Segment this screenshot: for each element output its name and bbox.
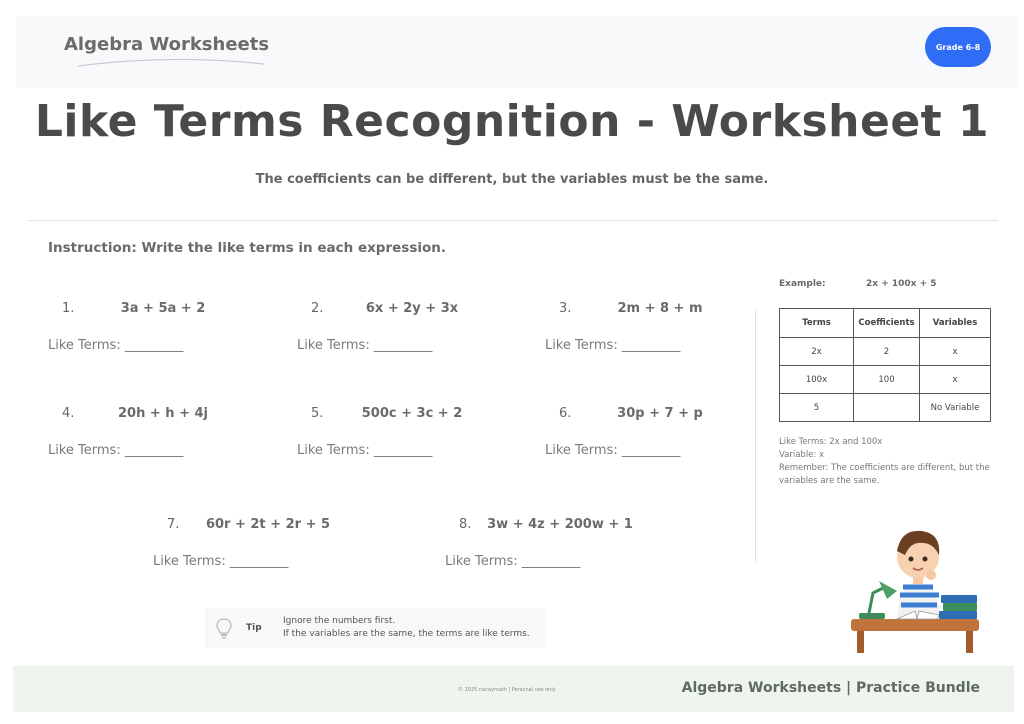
table-row bbox=[780, 394, 991, 422]
table-cell: 5 bbox=[780, 394, 854, 422]
like-terms-answer[interactable]: Like Terms: _________ bbox=[153, 554, 289, 569]
notes-like-terms: Like Terms: 2x and 100x bbox=[779, 437, 883, 447]
table-cell bbox=[854, 394, 920, 422]
table-header-terms: Terms bbox=[780, 309, 854, 338]
example-table bbox=[779, 308, 991, 422]
problem-number: 2. bbox=[311, 301, 324, 316]
like-terms-answer[interactable]: Like Terms: _________ bbox=[445, 554, 581, 569]
table-cell: 100x bbox=[780, 366, 854, 394]
page-subtitle: The coefficients can be different, but the variables must be the same. bbox=[255, 172, 769, 187]
boy-studying-illustration bbox=[845, 515, 985, 655]
problem-expression: 3w + 4z + 200w + 1 bbox=[487, 517, 633, 532]
footer-brand: Algebra Worksheets | Practice Bundle bbox=[681, 680, 980, 696]
footer-bar bbox=[13, 666, 1014, 712]
problem-expression: 60r + 2t + 2r + 5 bbox=[205, 517, 331, 532]
page-title: Like Terms Recognition - Worksheet 1 bbox=[34, 96, 990, 147]
tip-line-2: If the variables are the same, the terms are like terms. bbox=[283, 629, 530, 639]
table-cell: x bbox=[920, 338, 991, 366]
problem-expression: 30p + 7 + p bbox=[617, 406, 703, 421]
problem-expression: 500c + 3c + 2 bbox=[361, 406, 463, 421]
problem-expression: 20h + h + 4j bbox=[118, 406, 208, 421]
problem-expression: 3a + 5a + 2 bbox=[120, 301, 206, 316]
table-cell: 100 bbox=[854, 366, 920, 394]
like-terms-answer[interactable]: Like Terms: _________ bbox=[48, 443, 184, 458]
tip-box bbox=[205, 608, 546, 648]
divider bbox=[28, 220, 998, 221]
tip-label: Tip bbox=[246, 623, 262, 633]
table-row bbox=[780, 366, 991, 394]
table-row bbox=[780, 338, 991, 366]
problem-number: 4. bbox=[62, 406, 75, 421]
instruction-text: Instruction: Write the like terms in each expression. bbox=[48, 240, 446, 256]
like-terms-answer[interactable]: Like Terms: _________ bbox=[545, 443, 681, 458]
like-terms-answer[interactable]: Like Terms: _________ bbox=[297, 443, 433, 458]
header-bar bbox=[16, 16, 1017, 88]
like-terms-answer[interactable]: Like Terms: _________ bbox=[545, 338, 681, 353]
example-notes bbox=[779, 436, 1014, 488]
example-label: Example: bbox=[779, 279, 826, 289]
problem-expression: 6x + 2y + 3x bbox=[365, 301, 459, 316]
problem-expression: 2m + 8 + m bbox=[617, 301, 703, 316]
grade-badge: Grade 6-8 bbox=[925, 27, 991, 67]
table-cell: x bbox=[920, 366, 991, 394]
table-header-coefficients: Coefficients bbox=[854, 309, 920, 338]
problem-number: 5. bbox=[311, 406, 324, 421]
table-cell: No Variable bbox=[920, 394, 991, 422]
vertical-divider bbox=[755, 310, 756, 562]
table-cell: 2 bbox=[854, 338, 920, 366]
problem-number: 8. bbox=[459, 517, 472, 532]
brand-title: Algebra Worksheets bbox=[64, 34, 270, 55]
brand-underline bbox=[76, 56, 266, 68]
like-terms-answer[interactable]: Like Terms: _________ bbox=[48, 338, 184, 353]
table-header-variables: Variables bbox=[920, 309, 991, 338]
notes-variable: Variable: x bbox=[779, 450, 825, 460]
tip-line-1: Ignore the numbers first. bbox=[283, 616, 396, 626]
problem-number: 3. bbox=[559, 301, 572, 316]
footer-copyright: © 2025 nacaymath | Personal use only bbox=[458, 687, 556, 693]
example-expression: 2x + 100x + 5 bbox=[866, 279, 937, 289]
problem-number: 7. bbox=[167, 517, 180, 532]
problem-number: 6. bbox=[559, 406, 572, 421]
notes-remember: Remember: The coefficients are different, but the variables are the same. bbox=[779, 463, 990, 486]
like-terms-answer[interactable]: Like Terms: _________ bbox=[297, 338, 433, 353]
table-cell: 2x bbox=[780, 338, 854, 366]
problem-number: 1. bbox=[62, 301, 75, 316]
lightbulb-icon bbox=[215, 617, 233, 639]
